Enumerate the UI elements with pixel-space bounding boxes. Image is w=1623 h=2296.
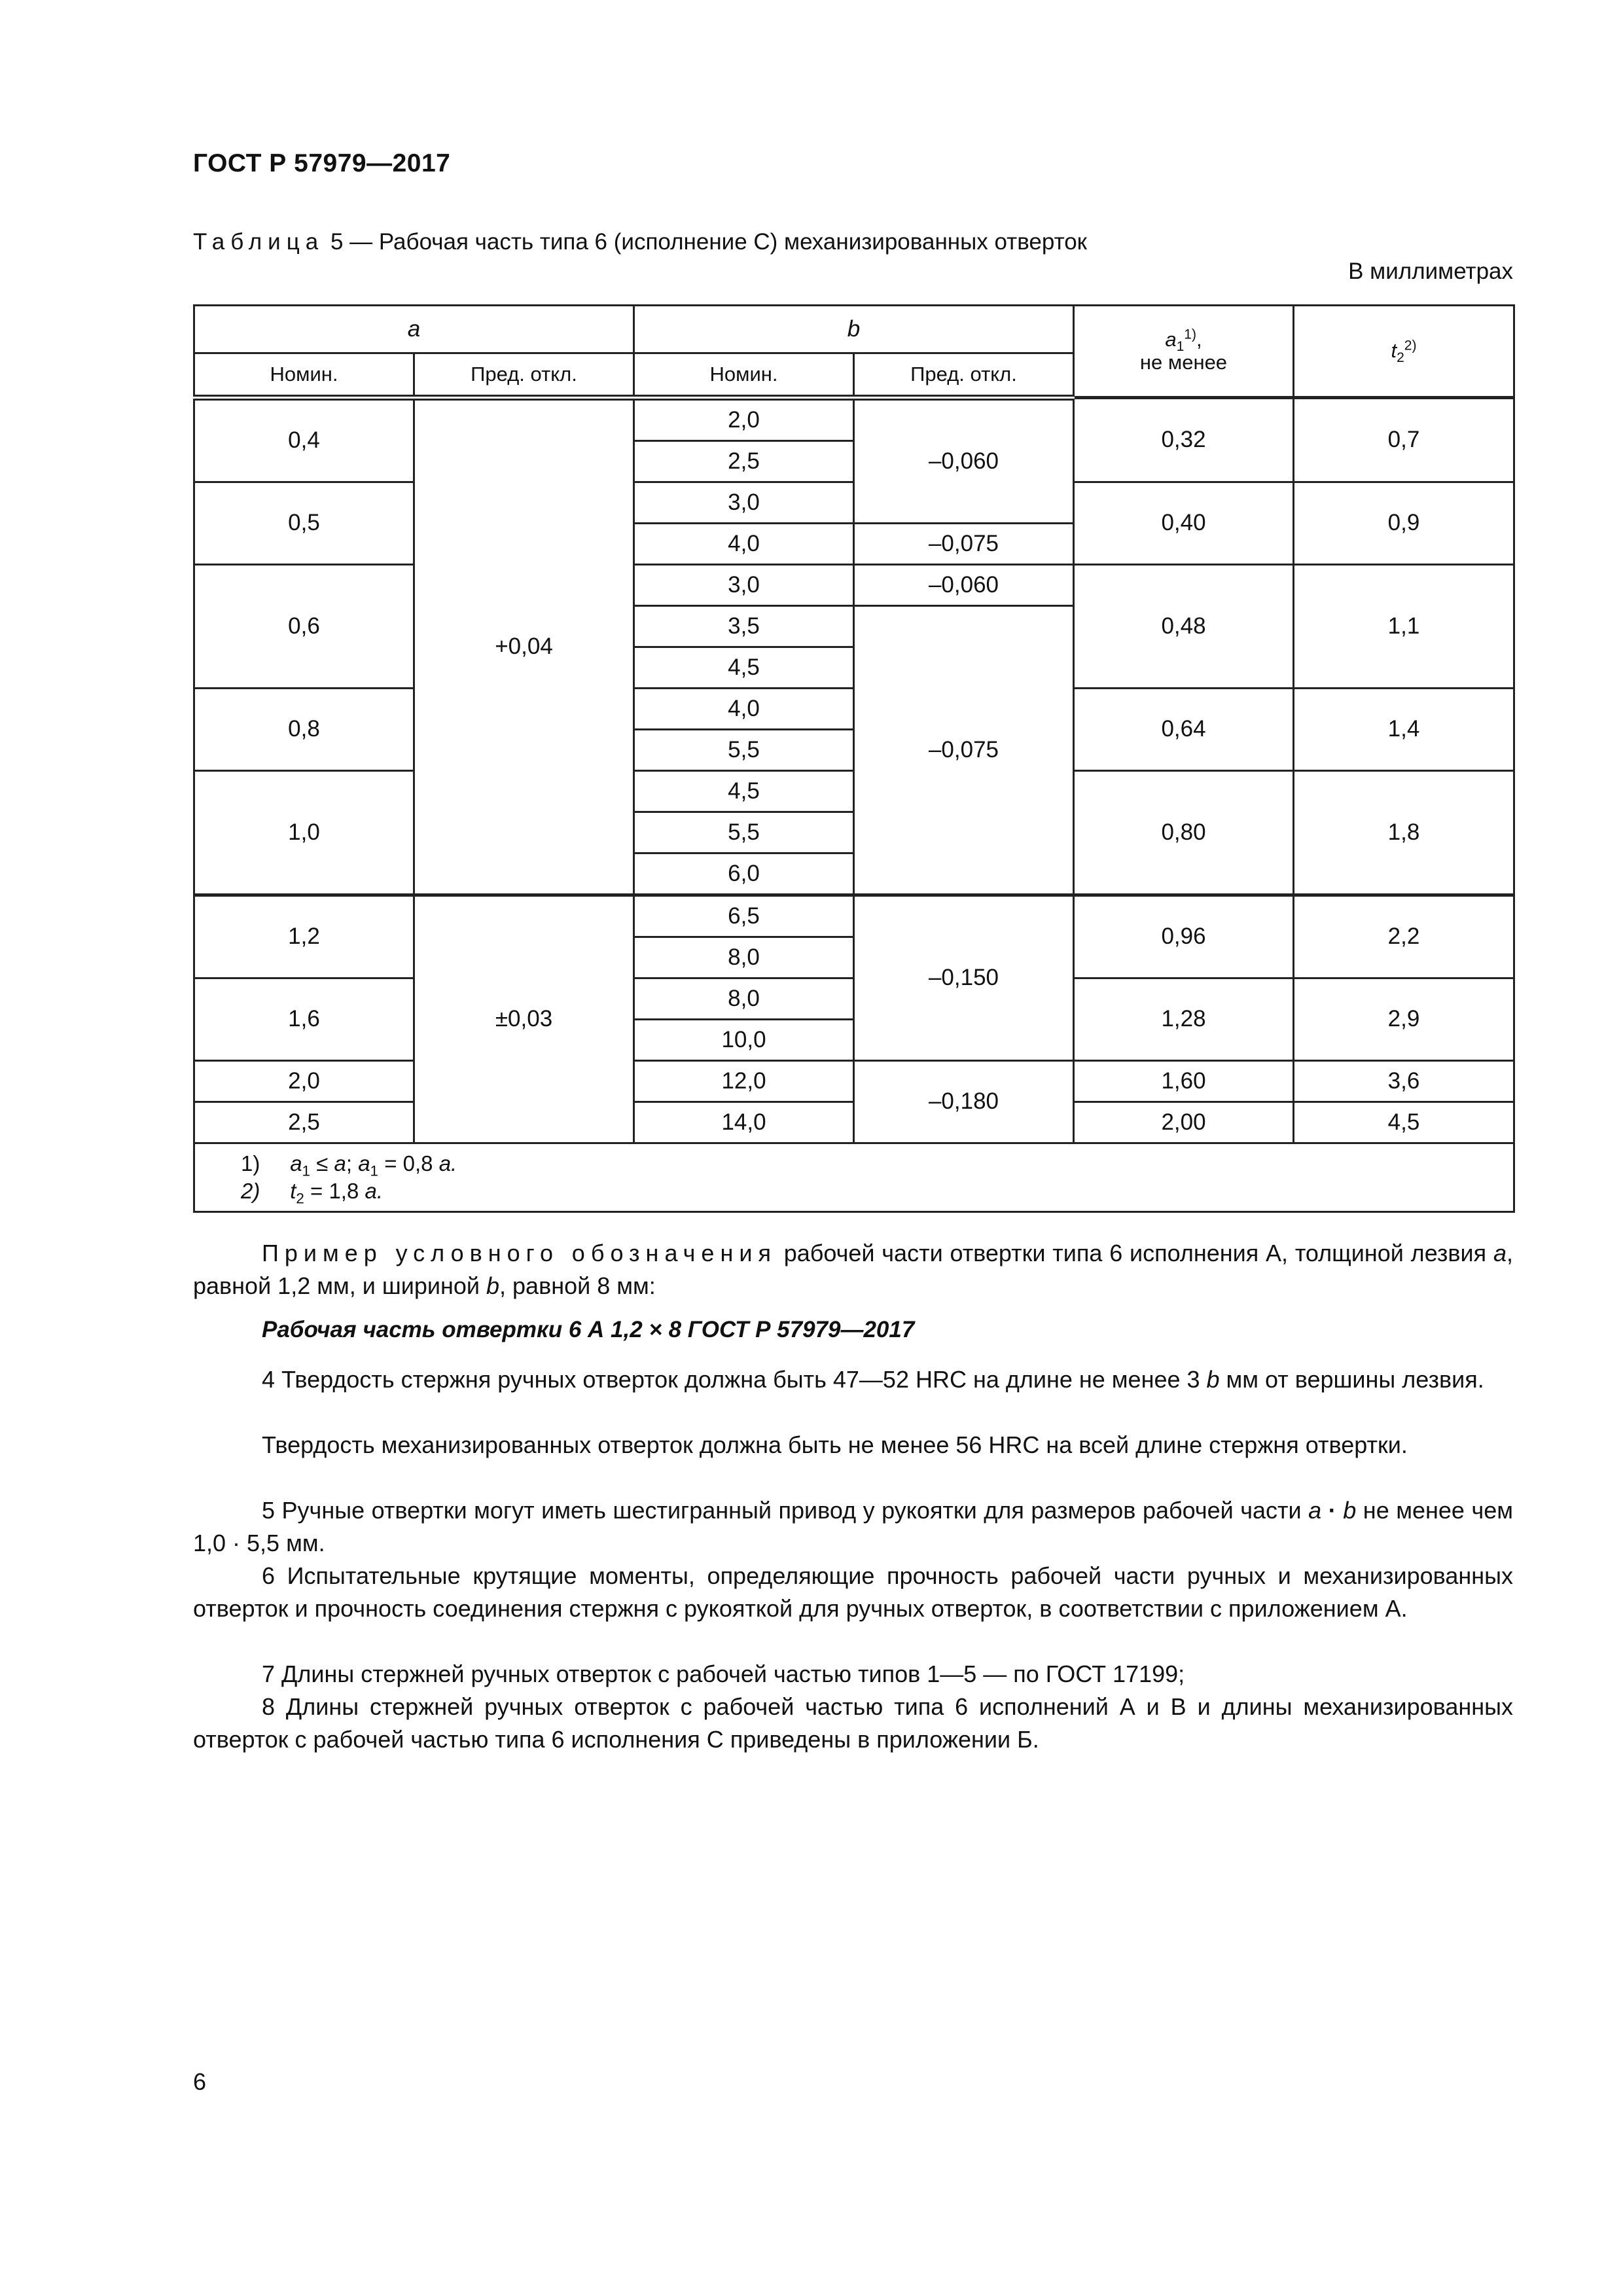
example-a: a — [1493, 1240, 1507, 1266]
cell-b-deviation: –0,060 — [854, 398, 1074, 524]
cell-t2: 1,1 — [1294, 565, 1514, 689]
note-2-eq: = 1,8 — [304, 1179, 365, 1203]
header-a: a — [194, 306, 634, 353]
cell-b-deviation: –0,150 — [854, 895, 1074, 1061]
cell-b-nominal: 6,5 — [634, 895, 854, 937]
header-t2-symbol: t — [1391, 339, 1397, 363]
cell-t2: 1,4 — [1294, 689, 1514, 771]
example-label: Пример условного обозначения — [262, 1240, 777, 1266]
example-designation: Рабочая часть отвертки 6 А 1,2 × 8 ГОСТ Р 57979—2017 — [262, 1317, 915, 1342]
cell-a1: 0,32 — [1074, 398, 1294, 482]
note-1-a1: a — [290, 1151, 302, 1175]
cell-a-nominal: 0,4 — [194, 398, 414, 482]
note-2 — [241, 1177, 1513, 1205]
paragraph-8: 8 Длины стержней ручных отверток с рабочей частью типа 6 исполнений А и В и длины механизированных отверток с рабочей частью типа 6 исполнения С приведены в приложении Б. — [193, 1693, 1513, 1753]
paragraph-4-tail: мм от вершины лезвия. — [1219, 1366, 1484, 1393]
cell-b-nominal: 8,0 — [634, 978, 854, 1020]
cell-t2: 3,6 — [1294, 1061, 1514, 1102]
cell-b-deviation: –0,180 — [854, 1061, 1074, 1143]
cell-b-nominal: 4,5 — [634, 771, 854, 812]
example-text-3: , равной 8 мм: — [499, 1272, 656, 1299]
cell-a-nominal: 1,2 — [194, 895, 414, 978]
header-t2-sub: 2 — [1397, 350, 1404, 366]
paragraph-7: 7 Длины стержней ручных отверток с рабочей частью типов 1—5 — по ГОСТ 17199; — [262, 1660, 1185, 1687]
spec-table — [193, 304, 1515, 1213]
table-units: В миллиметрах — [1348, 259, 1513, 284]
note-1-le: ≤ — [310, 1151, 334, 1175]
cell-a1: 1,28 — [1074, 978, 1294, 1061]
paragraph-5-b: b — [1343, 1497, 1357, 1524]
paragraph-5-dot: · — [1321, 1497, 1344, 1524]
note-1-subb: 1 — [370, 1162, 379, 1179]
example-text-1: рабочей части отвертки типа 6 исполнения А, толщиной лезвия — [776, 1240, 1493, 1266]
table-caption-text: 5 — Рабочая часть типа 6 (исполнение С) механизированных отверток — [324, 229, 1087, 255]
note-2-a: a. — [365, 1179, 383, 1203]
note-1-sub: 1 — [302, 1162, 311, 1179]
cell-a1: 0,96 — [1074, 895, 1294, 978]
header-b-nominal: Номин. — [634, 353, 854, 398]
note-1-a: a — [334, 1151, 346, 1175]
cell-a1: 0,40 — [1074, 482, 1294, 565]
cell-b-nominal: 2,0 — [634, 398, 854, 441]
cell-b-nominal: 6,0 — [634, 853, 854, 895]
example-b: b — [486, 1272, 500, 1299]
note-1-eq: = 0,8 — [378, 1151, 439, 1175]
cell-a-nominal: 0,5 — [194, 482, 414, 565]
cell-b-deviation: –0,075 — [854, 606, 1074, 895]
note-2-mark: 2) — [241, 1179, 260, 1203]
table-caption — [193, 229, 1087, 255]
cell-t2: 2,9 — [1294, 978, 1514, 1061]
paragraph-4-b: b — [1206, 1366, 1220, 1393]
cell-a1: 1,60 — [1074, 1061, 1294, 1102]
page-number: 6 — [193, 2068, 207, 2095]
header-a1-symbol: a — [1165, 328, 1177, 351]
cell-b-nominal: 5,5 — [634, 812, 854, 853]
cell-t2: 1,8 — [1294, 771, 1514, 895]
paragraph-4b: Твердость механизированных отверток должна быть не менее 56 HRC на всей длине стержня отвертки. — [262, 1431, 1408, 1458]
header-b: b — [634, 306, 1074, 353]
cell-b-nominal: 12,0 — [634, 1061, 854, 1102]
cell-a-nominal: 1,0 — [194, 771, 414, 895]
note-1 — [241, 1150, 1513, 1177]
cell-b-nominal: 2,5 — [634, 441, 854, 482]
note-1-mark: 1) — [241, 1151, 260, 1175]
header-row-1 — [194, 306, 1514, 353]
header-a1-footnote: 1) — [1184, 327, 1197, 343]
table-notes-row — [194, 1143, 1514, 1212]
example-intro — [193, 1237, 1513, 1302]
header-a1-sub: 1 — [1176, 339, 1185, 355]
cell-b-nominal: 8,0 — [634, 937, 854, 978]
cell-b-nominal: 14,0 — [634, 1102, 854, 1143]
cell-a-deviation: ±0,03 — [414, 895, 634, 1143]
header-b-deviation: Пред. откл. — [854, 353, 1074, 398]
cell-t2: 4,5 — [1294, 1102, 1514, 1143]
table-row — [194, 1061, 1514, 1102]
cell-b-nominal: 10,0 — [634, 1020, 854, 1061]
cell-b-nominal: 3,0 — [634, 482, 854, 524]
cell-b-nominal: 3,5 — [634, 606, 854, 647]
cell-a-nominal: 1,6 — [194, 978, 414, 1061]
cell-t2: 0,9 — [1294, 482, 1514, 565]
cell-t2: 0,7 — [1294, 398, 1514, 482]
cell-b-nominal: 4,0 — [634, 689, 854, 730]
note-1-a2: a. — [438, 1151, 457, 1175]
cell-b-deviation: –0,060 — [854, 565, 1074, 606]
cell-a-deviation: +0,04 — [414, 398, 634, 895]
cell-b-nominal: 5,5 — [634, 730, 854, 771]
cell-b-deviation: –0,075 — [854, 524, 1074, 565]
header-t2-footnote: 2) — [1404, 338, 1417, 354]
cell-a1: 0,64 — [1074, 689, 1294, 771]
cell-a-nominal: 2,5 — [194, 1102, 414, 1143]
header-a-nominal: Номин. — [194, 353, 414, 398]
header-a-deviation: Пред. откл. — [414, 353, 634, 398]
cell-a1: 2,00 — [1074, 1102, 1294, 1143]
table-caption-label: Таблица — [193, 229, 325, 255]
header-a1 — [1074, 306, 1294, 398]
cell-a-nominal: 0,6 — [194, 565, 414, 689]
paragraph-4-text: 4 Твердость стержня ручных отверток должна быть 47—52 HRC на длине не менее 3 — [262, 1366, 1207, 1393]
paragraph-4 — [193, 1363, 1513, 1396]
note-1-a1b: a — [358, 1151, 370, 1175]
header-t2 — [1294, 306, 1514, 398]
cell-b-nominal: 4,5 — [634, 647, 854, 689]
note-1-sep: ; — [346, 1151, 359, 1175]
paragraph-5-text: 5 Ручные отвертки могут иметь шестигранный привод у рукоятки для размеров рабочей части — [262, 1497, 1309, 1524]
cell-t2: 2,2 — [1294, 895, 1514, 978]
note-2-t: t — [290, 1179, 296, 1203]
table-row — [194, 565, 1514, 606]
cell-a1: 0,48 — [1074, 565, 1294, 689]
paragraph-6: 6 Испытательные крутящие моменты, определяющие прочность рабочей части ручных и механизированных отверток и прочность соединения стержня с рукояткой для ручных отверток, в соответствии с приложением А. — [193, 1562, 1513, 1622]
cell-a-nominal: 2,0 — [194, 1061, 414, 1102]
note-2-sub: 2 — [296, 1190, 304, 1207]
paragraph-5-a: a — [1308, 1497, 1322, 1524]
table-row — [194, 398, 1514, 441]
cell-a1: 0,80 — [1074, 771, 1294, 895]
example-text-2: , равной 1,2 мм, и шириной — [193, 1240, 1513, 1299]
cell-a-nominal: 0,8 — [194, 689, 414, 771]
table-row — [194, 895, 1514, 937]
cell-b-nominal: 4,0 — [634, 524, 854, 565]
paragraph-5-tail: не менее чем 1,0 · 5,5 мм. — [193, 1497, 1513, 1556]
document-code: ГОСТ Р 57979—2017 — [193, 149, 451, 177]
paragraph-5 — [193, 1494, 1513, 1560]
header-a1-comma: , — [1196, 328, 1202, 351]
table-notes — [194, 1143, 1514, 1212]
cell-b-nominal: 3,0 — [634, 565, 854, 606]
header-a1-min: не менее — [1139, 350, 1228, 374]
